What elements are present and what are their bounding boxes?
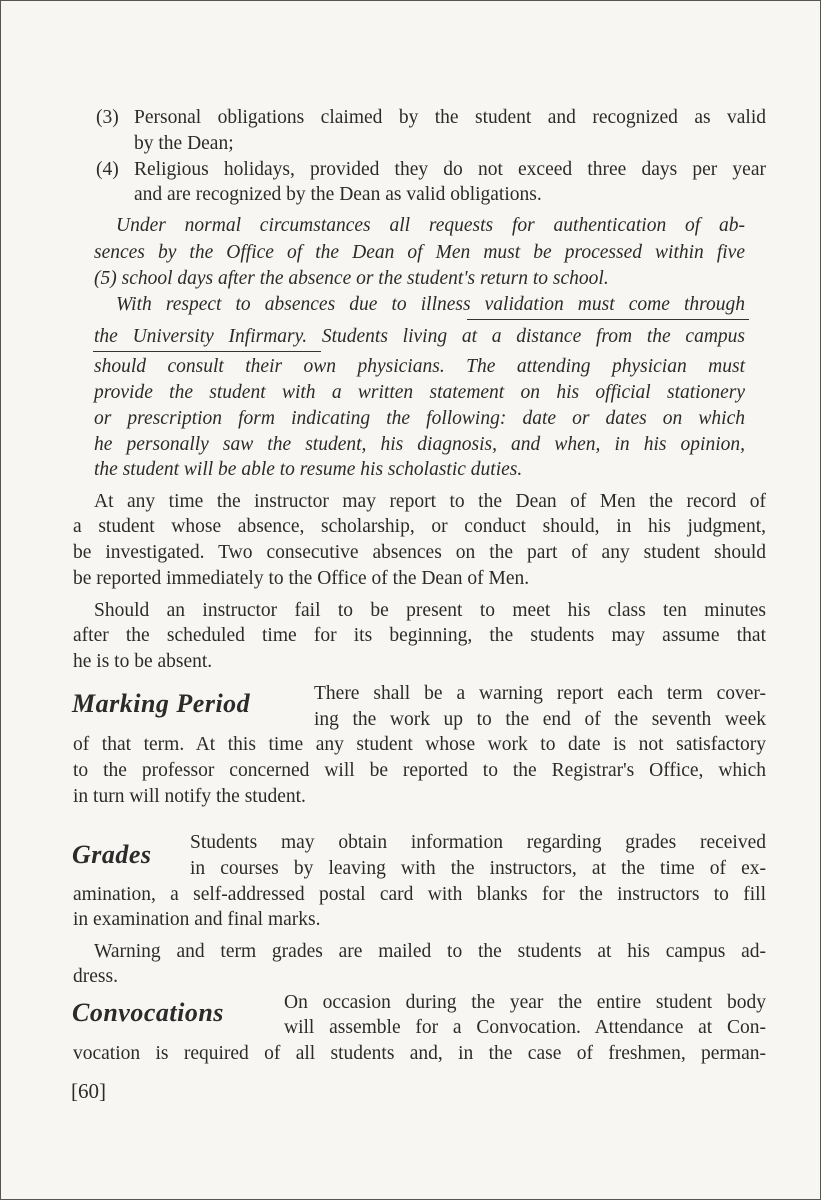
instructor-paragraph-line-3: he is to be absent. bbox=[73, 651, 213, 672]
list-item-4-line-2: and are recognized by the Dean as valid obligations. bbox=[134, 184, 542, 205]
page-number: [60] bbox=[71, 1079, 106, 1103]
list-item-4-line-1: Religious holidays, provided they do not exceed three days per year bbox=[134, 159, 766, 180]
grades-heading: Grades bbox=[72, 840, 152, 869]
grades-line-1: Students may obtain information regarding grades received bbox=[190, 832, 766, 853]
italic-paragraph-2-line-6: he personally saw the student, his diagnosis, and when, in his opinion, bbox=[94, 434, 745, 455]
grades-warning-line-2: dress. bbox=[73, 966, 118, 987]
convocations-heading: Convocations bbox=[72, 998, 224, 1027]
underline-mark-1 bbox=[467, 319, 749, 320]
list-item-3-line-1: Personal obligations claimed by the student and recognized as valid bbox=[134, 107, 766, 128]
italic-paragraph-2-line-2: the University Infirmary. Students living at a distance from the campus bbox=[94, 326, 745, 347]
italic-paragraph-2-line-4: provide the student with a written statement on his official stationery bbox=[94, 382, 745, 403]
italic-paragraph-1-line-3: (5) school days after the absence or the student's return to school. bbox=[94, 268, 609, 289]
marking-period-line-1: There shall be a warning report each term cover- bbox=[314, 683, 766, 704]
marking-period-heading: Marking Period bbox=[72, 689, 251, 718]
list-marker-3: (3) bbox=[96, 107, 119, 128]
marking-period-line-5: in turn will notify the student. bbox=[73, 786, 306, 807]
italic-paragraph-2-line-1: With respect to absences due to illness validation must come through bbox=[116, 294, 745, 315]
instructor-paragraph-line-2: after the scheduled time for its beginning, the students may assume that bbox=[73, 625, 766, 646]
underline-mark-2 bbox=[93, 351, 321, 352]
grades-warning-line-1: Warning and term grades are mailed to the students at his campus ad- bbox=[94, 941, 766, 962]
italic-paragraph-2-line-7: the student will be able to resume his scholastic duties. bbox=[94, 459, 523, 480]
report-paragraph-line-2: a student whose absence, scholarship, or conduct should, in his judgment, bbox=[73, 516, 766, 537]
convocations-line-2: will assemble for a Convocation. Attendance at Con- bbox=[284, 1017, 766, 1038]
italic-paragraph-2-line-3: should consult their own physicians. The attending physician must bbox=[94, 356, 745, 377]
marking-period-line-4: to the professor concerned will be reported to the Registrar's Office, which bbox=[73, 760, 766, 781]
report-paragraph-line-1: At any time the instructor may report to the Dean of Men the record of bbox=[94, 491, 766, 512]
list-marker-4: (4) bbox=[96, 159, 119, 180]
grades-line-3: amination, a self-addressed postal card with blanks for the instructors to fill bbox=[73, 884, 766, 905]
grades-line-4: in examination and final marks. bbox=[73, 909, 321, 930]
italic-paragraph-1-line-1: Under normal circumstances all requests for authentication of ab- bbox=[116, 215, 745, 236]
report-paragraph-line-3: be investigated. Two consecutive absences on the part of any student should bbox=[73, 542, 766, 563]
convocations-line-3: vocation is required of all students and, in the case of freshmen, perman- bbox=[73, 1043, 766, 1064]
marking-period-line-3: of that term. At this time any student whose work to date is not satisfactory bbox=[73, 734, 766, 755]
marking-period-line-2: ing the work up to the end of the seventh week bbox=[314, 709, 766, 730]
report-paragraph-line-4: be reported immediately to the Office of the Dean of Men. bbox=[73, 568, 530, 589]
grades-line-2: in courses by leaving with the instructors, at the time of ex- bbox=[190, 858, 766, 879]
list-item-3-line-2: by the Dean; bbox=[134, 133, 234, 154]
italic-paragraph-1-line-2: sences by the Office of the Dean of Men must be processed within five bbox=[94, 242, 745, 263]
instructor-paragraph-line-1: Should an instructor fail to be present to meet his class ten minutes bbox=[94, 600, 766, 621]
italic-paragraph-2-line-5: or prescription form indicating the following: date or dates on which bbox=[94, 408, 745, 429]
convocations-line-1: On occasion during the year the entire student body bbox=[284, 992, 766, 1013]
